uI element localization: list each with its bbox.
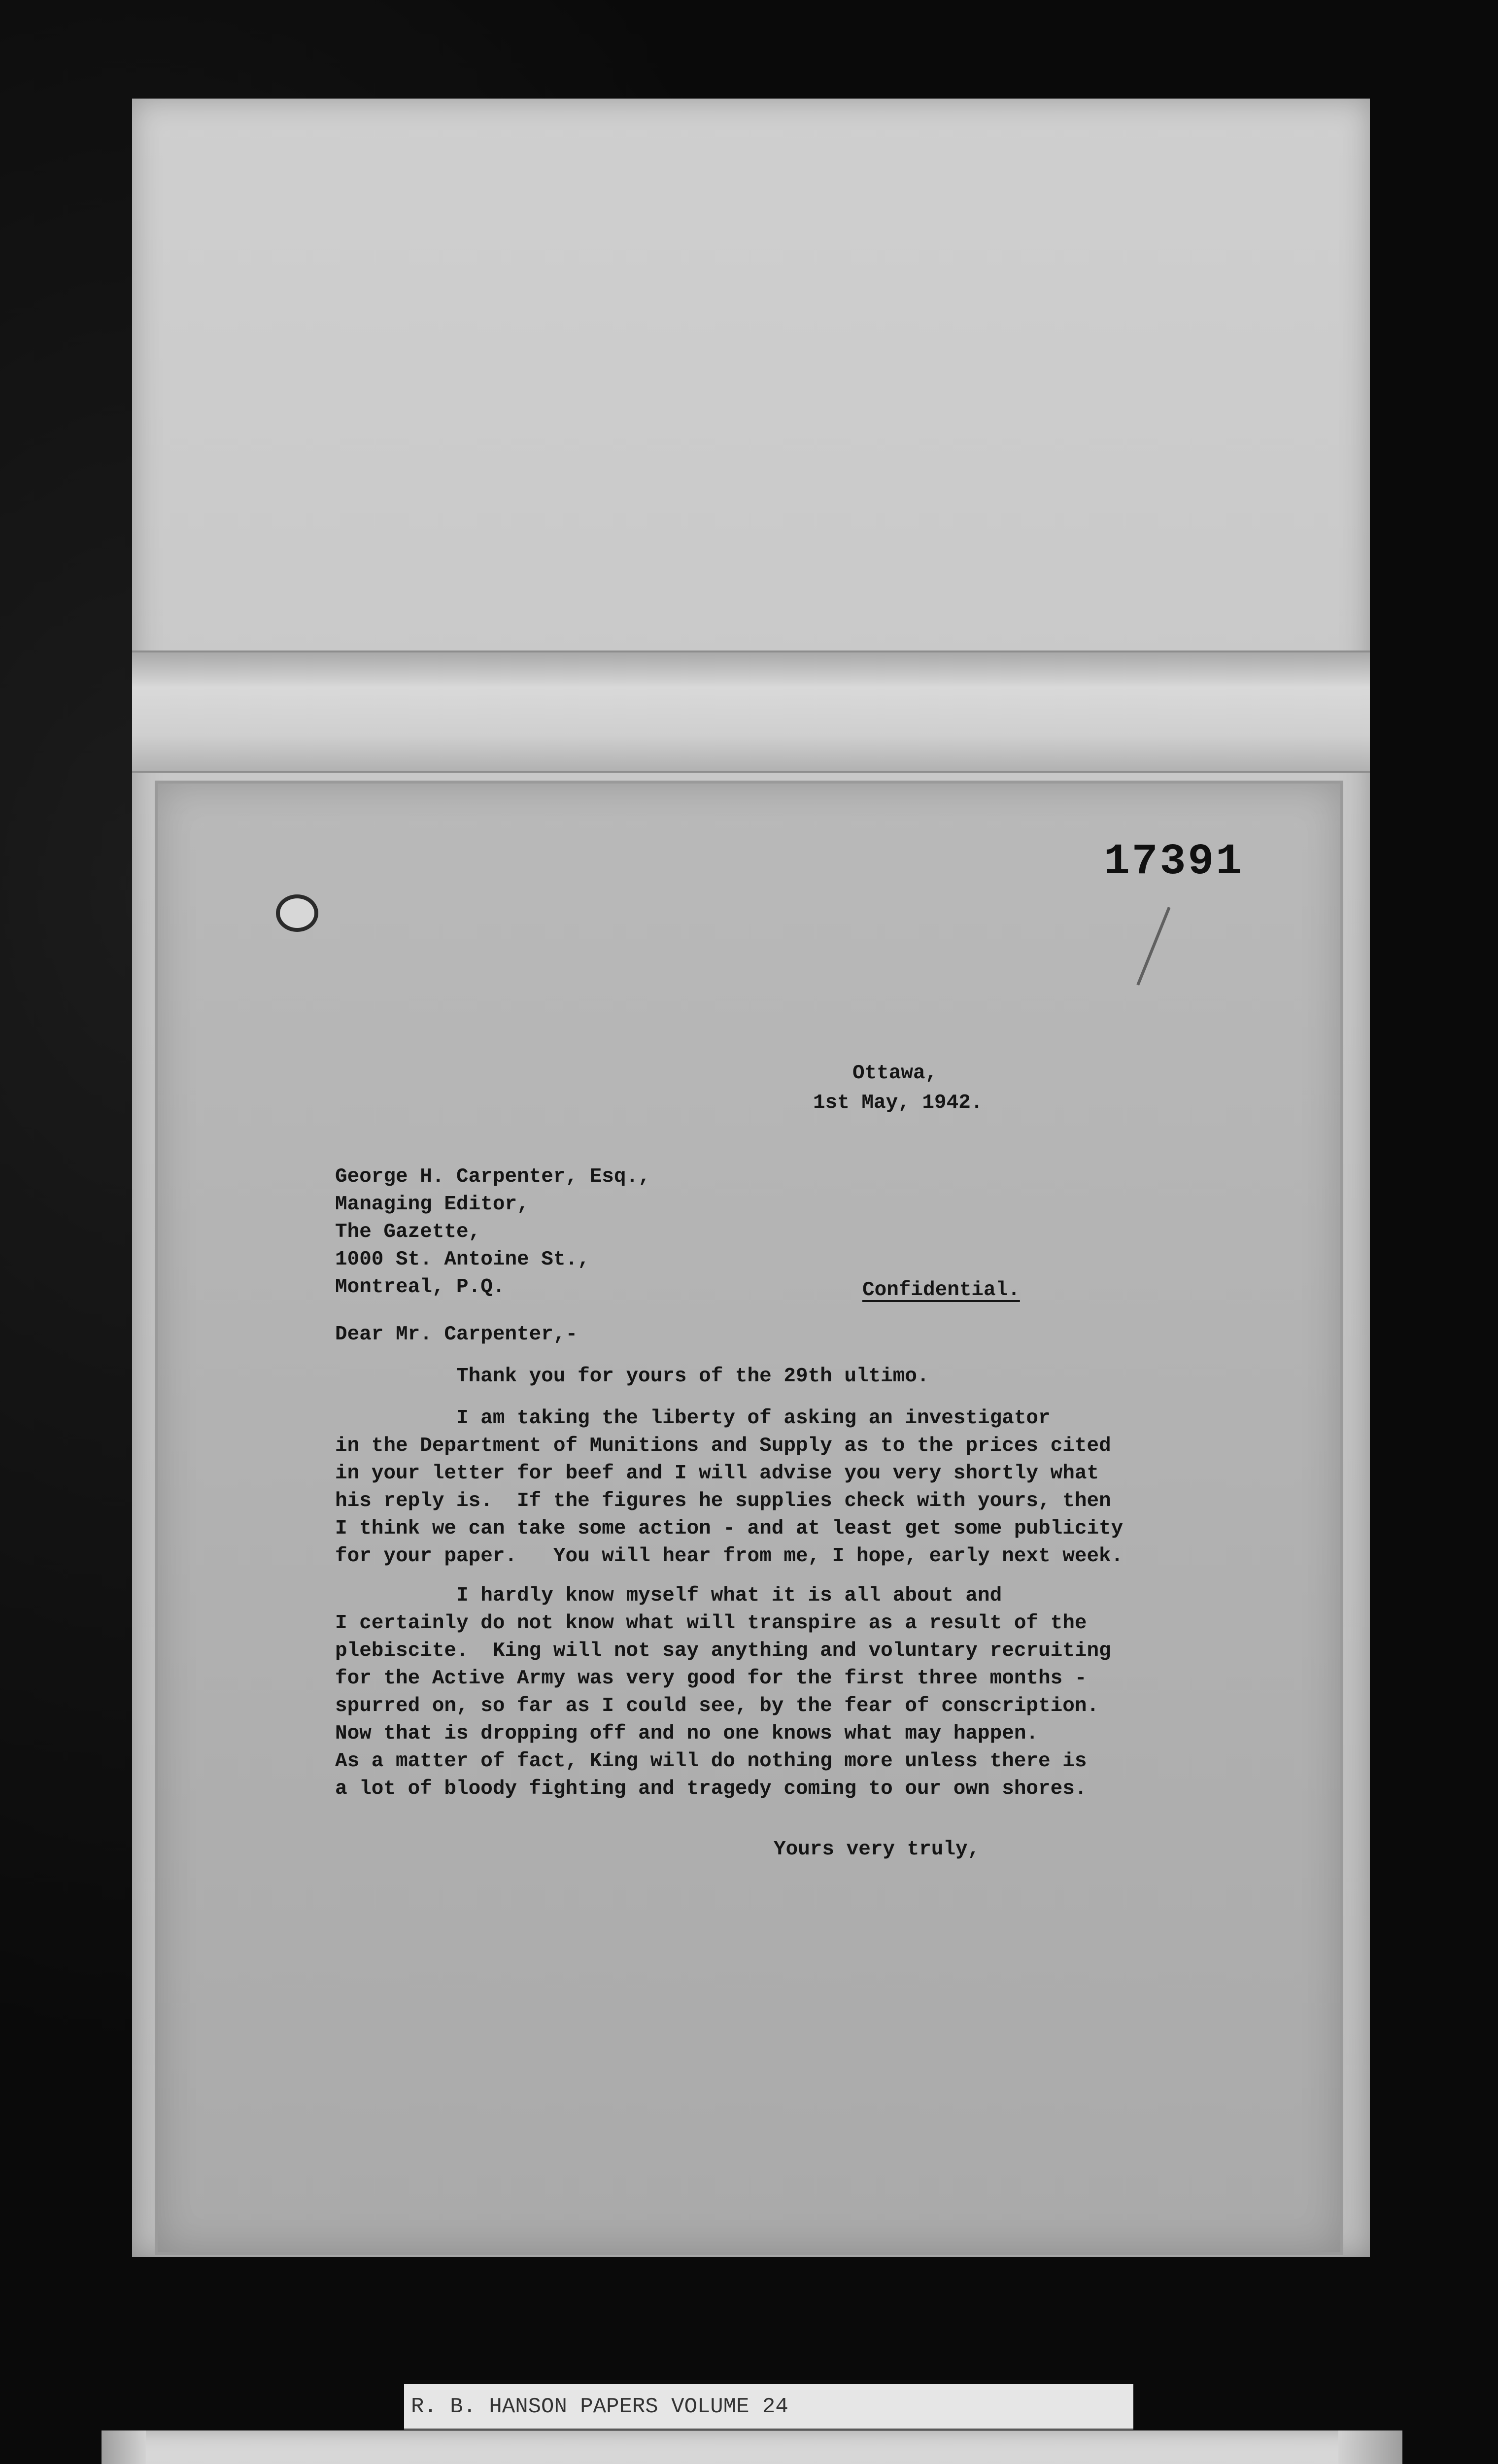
paragraph-line: I am taking the liberty of asking an investigator: [335, 1407, 1051, 1430]
letter-date: 1st May, 1942.: [813, 1092, 983, 1114]
paragraph-line: for the Active Army was very good for the first three months -: [335, 1667, 1087, 1690]
paragraph-line: I certainly do not know what will transpire as a result of the: [335, 1612, 1087, 1635]
pencil-mark: [1136, 907, 1170, 986]
card-edge-right: [1338, 2430, 1402, 2464]
paragraph-line: for your paper. You will hear from me, I hope, early next week.: [335, 1545, 1124, 1568]
closing: Yours very truly,: [774, 1838, 980, 1861]
paragraph-line: spurred on, so far as I could see, by the fear of conscription.: [335, 1695, 1099, 1717]
paragraph-line: Now that is dropping off and no one knows what may happen.: [335, 1722, 1039, 1745]
paragraph-1: Thank you for yours of the 29th ultimo.: [335, 1365, 929, 1388]
document-number: 17391: [1104, 838, 1244, 887]
letter-page: [158, 784, 1340, 2252]
address-line: 1000 St. Antoine St.,: [335, 1248, 590, 1271]
volume-tag: R. B. HANSON PAPERS VOLUME 24: [404, 2384, 1133, 2430]
paragraph-line: As a matter of fact, King will do nothing more unless there is: [335, 1750, 1087, 1773]
paragraph-line: a lot of bloody fighting and tragedy coming to our own shores.: [335, 1778, 1087, 1800]
paragraph-2: [335, 1404, 1123, 1570]
letter-city: Ottawa,: [852, 1062, 938, 1085]
paragraph-line: in your letter for beef and I will advise you very shortly what: [335, 1462, 1099, 1485]
paragraph-3: [335, 1582, 1111, 1803]
confidential-marking: Confidential.: [862, 1279, 1020, 1301]
card-edge-left: [102, 2430, 146, 2464]
paragraph-line: I think we can take some action - and at least get some publicity: [335, 1517, 1124, 1540]
address-line: Managing Editor,: [335, 1193, 529, 1216]
salutation: Dear Mr. Carpenter,-: [335, 1323, 578, 1346]
paragraph-line: plebiscite. King will not say anything and voluntary recruiting: [335, 1640, 1111, 1662]
address-line: Montreal, P.Q.: [335, 1276, 505, 1299]
archive-card: [102, 2430, 1402, 2464]
folder-fold-band: [132, 650, 1370, 773]
paragraph-line: his reply is. If the figures he supplies check with yours, then: [335, 1490, 1111, 1512]
paragraph-line: I hardly know myself what it is all about and: [335, 1584, 1002, 1607]
address-line: George H. Carpenter, Esq.,: [335, 1165, 650, 1188]
address-line: The Gazette,: [335, 1221, 481, 1243]
recipient-address: [335, 1163, 650, 1301]
punch-hole: [276, 894, 318, 932]
paragraph-line: in the Department of Munitions and Supply as to the prices cited: [335, 1435, 1111, 1457]
